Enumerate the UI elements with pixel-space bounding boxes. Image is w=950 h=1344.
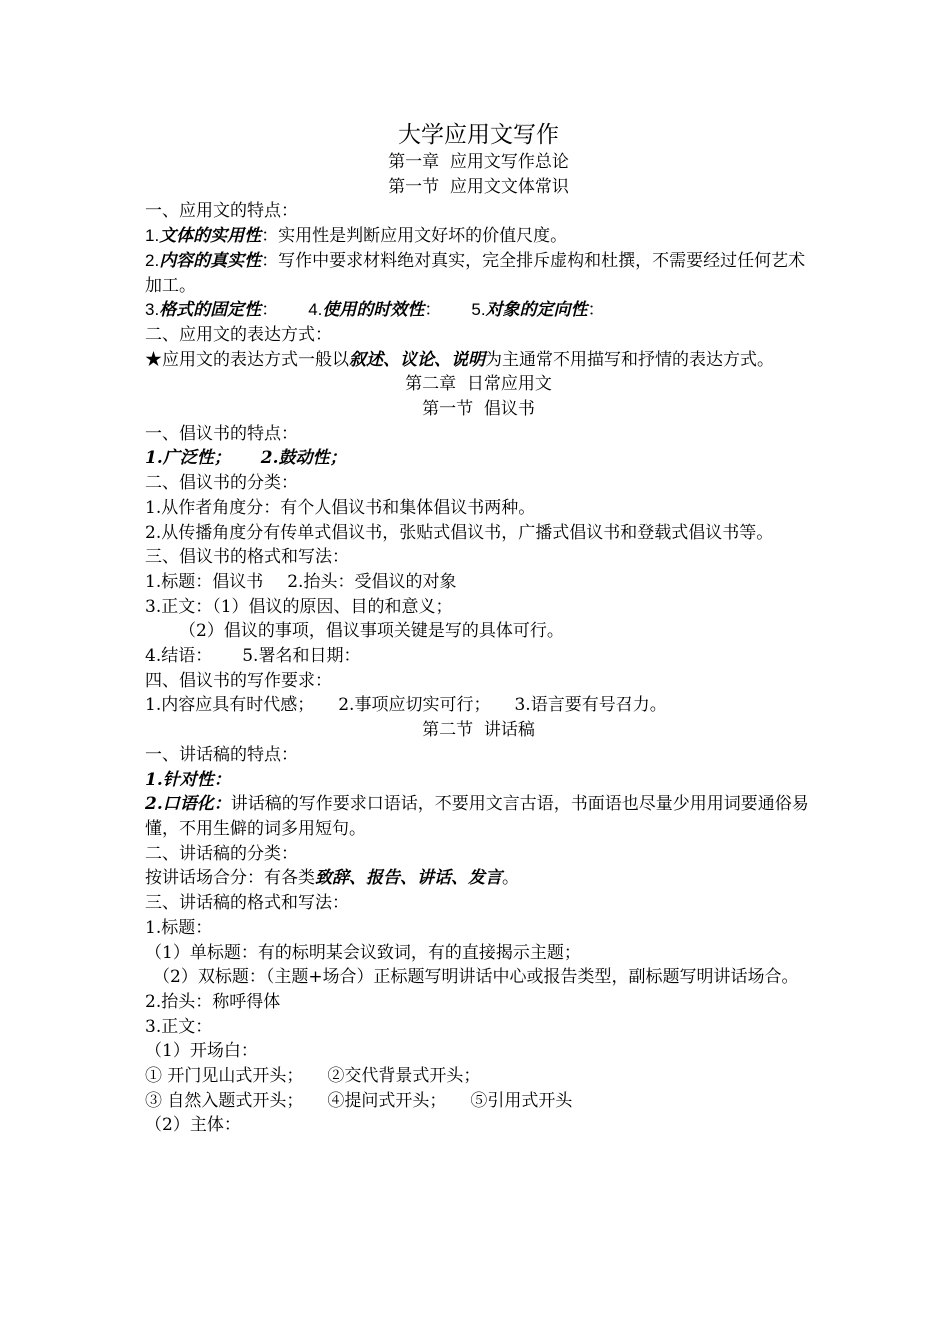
emphasis-text: 叙述、议论、说明 bbox=[349, 349, 485, 370]
item-number: 2. bbox=[145, 250, 160, 270]
speech-salutation: 2.抬头：称呼得体 bbox=[145, 991, 281, 1012]
text-part: 1.内容应具有时代感； bbox=[145, 695, 315, 716]
item-text: ：实用性是判断应用文好坏的价值尺度。 bbox=[261, 226, 568, 247]
item-colon: ： bbox=[587, 300, 605, 321]
document-title: 大学应用文写作 bbox=[398, 122, 559, 148]
expression-text bbox=[145, 348, 812, 373]
item-term: 内容的真实性 bbox=[159, 250, 262, 271]
item-term: 对象的定向性 bbox=[485, 300, 588, 321]
speech-title-label: 1.标题： bbox=[145, 917, 213, 938]
item-number: 5. bbox=[471, 300, 486, 320]
text-part: 按讲话场合分：有各类 bbox=[145, 868, 315, 889]
speech-opening-row-2 bbox=[145, 1089, 812, 1114]
chapter-2-section-1-heading: 第一节 倡议书 bbox=[422, 399, 535, 420]
text-part: 2.事项应切实可行； bbox=[338, 695, 491, 716]
text-part: ★应用文的表达方式一般以 bbox=[145, 349, 349, 370]
item-term: 文体的实用性 bbox=[159, 226, 262, 247]
speech-opening-label: （1）开场白： bbox=[145, 1041, 258, 1062]
text-part: 2.抬头：受倡议的对象 bbox=[287, 571, 457, 592]
speech-opening-row-1 bbox=[145, 1064, 812, 1089]
text-part: ① 开门见山式开头； bbox=[145, 1066, 304, 1087]
heading-speech-types: 二、讲话稿的分类： bbox=[145, 843, 298, 864]
proposal-requirements-row bbox=[145, 693, 812, 718]
heading-speech-format: 三、讲话稿的格式和写法： bbox=[145, 893, 349, 914]
emphasis-text: 2.鼓动性； bbox=[260, 448, 347, 469]
chapter-2-heading: 第二章 日常应用文 bbox=[405, 374, 552, 395]
emphasis-text: 致辞、报告、讲话、发言 bbox=[315, 868, 502, 889]
emphasis-text: 1.广泛性； bbox=[145, 448, 231, 469]
speech-body-label: 3.正文： bbox=[145, 1016, 213, 1037]
proposal-body-2: （2）倡议的事项，倡议事项关键是写的具体可行。 bbox=[179, 621, 564, 642]
proposal-type-2: 2.从传播角度分有传单式倡议书，张贴式倡议书，广播式倡议书和登载式倡议书等。 bbox=[145, 522, 774, 543]
item-number: 1. bbox=[145, 226, 160, 246]
item-text: ：写作中要求材料绝对真实，完全排斥虚构和杜撰，不需要经过任何艺术加工。 bbox=[145, 250, 806, 296]
item-practicality bbox=[145, 224, 812, 249]
item-authenticity bbox=[145, 249, 812, 298]
emphasis-text: 2.口语化： bbox=[145, 794, 231, 815]
item-term: 使用的时效性 bbox=[322, 300, 425, 321]
text-part: 。 bbox=[502, 868, 519, 889]
chapter-1-heading: 第一章 应用文写作总论 bbox=[388, 152, 569, 172]
text-part: 讲话稿的写作要求口语话，不要用文言古语，书面语也尽量少用用词要通俗易懂，不用生僻的词多用短句。 bbox=[145, 794, 809, 839]
text-part: 为主通常不用描写和抒情的表达方式。 bbox=[485, 349, 774, 370]
item-number: 3. bbox=[145, 300, 160, 320]
proposal-format-row-1 bbox=[145, 570, 812, 595]
heading-proposal-types: 二、倡议书的分类： bbox=[145, 473, 298, 494]
text-part: ②交代背景式开头； bbox=[327, 1066, 481, 1087]
heading-speech-features: 一、讲话稿的特点： bbox=[145, 744, 298, 765]
chapter-2-section-2-heading: 第二节 讲话稿 bbox=[422, 720, 535, 741]
speech-types-text bbox=[145, 866, 812, 891]
speech-double-title: （2）双标题：（主题+场合）正标题写明讲话中心或报告类型，副标题写明讲话场合。 bbox=[153, 967, 799, 988]
text-part: 3.语言要有号召力。 bbox=[514, 695, 667, 716]
proposal-type-1: 1.从作者角度分：有个人倡议书和集体倡议书两种。 bbox=[145, 497, 536, 518]
speech-feature-1: 1.针对性： bbox=[145, 769, 231, 790]
text-part: ⑤引用式开头 bbox=[470, 1090, 573, 1111]
heading-proposal-format: 三、倡议书的格式和写法： bbox=[145, 547, 349, 568]
item-row-3-4-5 bbox=[145, 298, 812, 323]
text-part: 4.结语： bbox=[145, 646, 213, 667]
item-colon: ： bbox=[261, 300, 279, 321]
item-term: 格式的固定性 bbox=[159, 300, 262, 321]
item-colon: ： bbox=[424, 300, 442, 321]
heading-expression: 二、应用文的表达方式： bbox=[145, 324, 332, 345]
heading-proposal-features: 一、倡议书的特点： bbox=[145, 423, 298, 444]
proposal-body-1: 3.正文：（1）倡议的原因、目的和意义； bbox=[145, 596, 453, 617]
speech-single-title: （1）单标题：有的标明某会议致词，有的直接揭示主题； bbox=[145, 942, 581, 963]
text-part: 1.标题：倡议书 bbox=[145, 571, 264, 592]
proposal-features-row bbox=[145, 446, 812, 471]
heading-features: 一、应用文的特点： bbox=[145, 201, 298, 222]
text-part: ③ 自然入题式开头； bbox=[145, 1090, 304, 1111]
heading-proposal-requirements: 四、倡议书的写作要求： bbox=[145, 670, 332, 691]
text-part: ④提问式开头； bbox=[327, 1090, 447, 1111]
item-number: 4. bbox=[308, 300, 323, 320]
speech-main-body-label: （2）主体： bbox=[145, 1115, 241, 1136]
text-part: 5.署名和日期： bbox=[242, 646, 361, 667]
speech-feature-2 bbox=[145, 792, 812, 841]
proposal-format-row-4 bbox=[145, 644, 812, 669]
chapter-1-section-1-heading: 第一节 应用文文体常识 bbox=[388, 176, 569, 197]
